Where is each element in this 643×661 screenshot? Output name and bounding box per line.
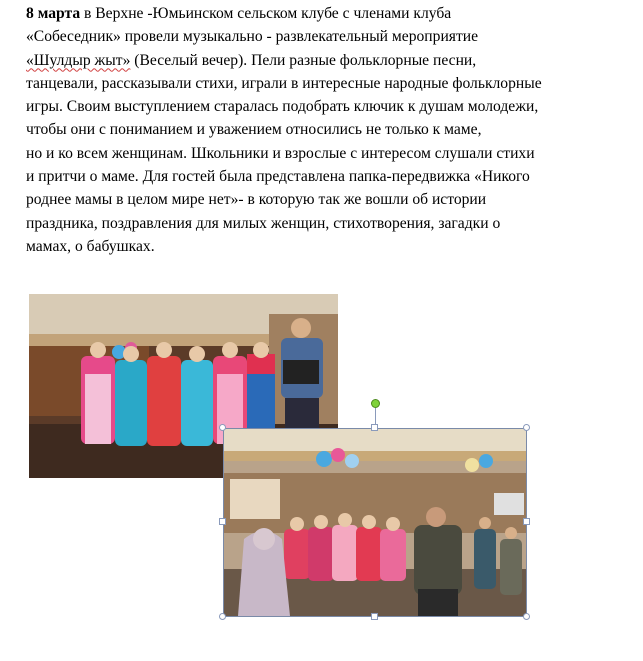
text-line-4: танцевали, рассказывали стихи, играли в интересные народные фольклорные bbox=[26, 74, 542, 92]
resize-handle-top-left[interactable] bbox=[219, 424, 226, 431]
text-line-2: «Собеседник» провели музыкально - развлекательный мероприятие bbox=[26, 28, 479, 46]
text-line-9: роднее мамы в целом мире нет»- в которую так же вошли об истории bbox=[26, 191, 487, 209]
event-date: 8 марта bbox=[26, 5, 81, 22]
resize-handle-top-right[interactable] bbox=[523, 424, 530, 431]
resize-handle-bottom-left[interactable] bbox=[219, 613, 226, 620]
text-line-1: 8 марта в Верхне -Юмьинском сельском клубе с членами клуба bbox=[26, 5, 452, 22]
text-line-7: но и ко всем женщинам. Школьники и взрослые с интересом слушали стихи bbox=[26, 144, 535, 162]
text-line-8: и притчи о маме. Для гостей была представлена папка-передвижка «Никого bbox=[26, 168, 530, 186]
text-line-5: игры. Своим выступлением старалась подобрать ключик к душам молодежи, bbox=[26, 98, 539, 116]
text-line-3: «Шулдыр жыт» (Веселый вечер). Пели разные фольклорные песни, bbox=[26, 51, 477, 69]
document-body[interactable] bbox=[26, 2, 638, 258]
event-name: «Шулдыр жыт» bbox=[26, 51, 131, 69]
resize-handle-bottom-right[interactable] bbox=[523, 613, 530, 620]
text-line-6: чтобы они с пониманием и уважением относились не только к маме, bbox=[26, 121, 482, 139]
resize-handle-left[interactable] bbox=[219, 518, 226, 525]
photo2-illustration bbox=[224, 429, 526, 616]
photo-dancing-in-club[interactable] bbox=[223, 428, 527, 617]
text-line-10: праздника, поздравления для милых женщин, стихотворения, загадки о bbox=[26, 214, 501, 232]
resize-handle-right[interactable] bbox=[523, 518, 530, 525]
rotate-handle[interactable] bbox=[371, 399, 380, 408]
text-line-11: мамах, о бабушках. bbox=[26, 237, 155, 255]
resize-handle-top[interactable] bbox=[371, 424, 378, 431]
resize-handle-bottom[interactable] bbox=[371, 613, 378, 620]
